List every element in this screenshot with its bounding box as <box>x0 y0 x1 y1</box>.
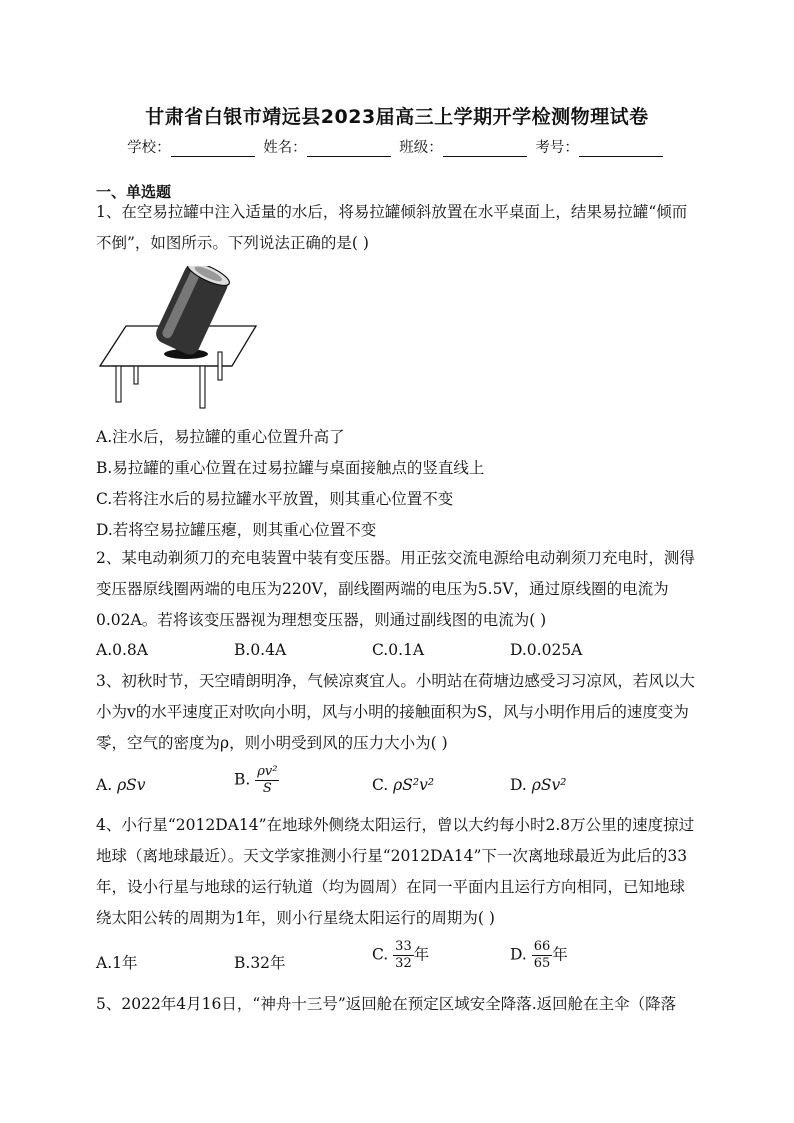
q3-option-d <box>510 776 566 794</box>
q3-option-c-expr: ρS²v² <box>393 776 435 794</box>
q4-option-d-unit: 年 <box>552 945 568 964</box>
q3-option-c-label: C. <box>372 776 389 794</box>
tilted-can-on-table-figure <box>96 266 260 412</box>
q2-option-a: A.0.8A <box>96 641 148 659</box>
q3-option-b-label: B. <box>234 770 251 789</box>
school-label: 学校： <box>127 140 171 156</box>
section-heading: 一、单选题 <box>96 183 172 201</box>
q4-option-d-label: D. <box>510 945 527 964</box>
exam-number-field[interactable] <box>579 140 663 157</box>
q4-option-b: B.32年 <box>234 954 286 972</box>
exam-number-label: 考号： <box>535 140 579 156</box>
q2-option-b: B.0.4A <box>234 641 287 659</box>
q4-option-d-numerator: 66 <box>533 939 551 954</box>
question-3-text: 3、初秋时节，天空晴朗明净，气候凉爽宜人。小明站在荷塘边感受习习凉风，若风以大小为v的水平速度正对吹向小明，风与小明的接触面积为S，风与小明作用后的速度变为零，空气的密度为ρ，则小明受到风的压力大小为( ) <box>96 672 695 752</box>
q3-option-a-expr: ρSv <box>117 776 146 794</box>
q3-option-b-numerator: ρv² <box>257 764 278 779</box>
q1-option-c: C.若将注水后的易拉罐水平放置，则其重心位置不变 <box>96 490 454 508</box>
question-5-text: 5、2022年4月16日，“神舟十三号”返回舱在预定区域安全降落.返回舱在主伞（降落 <box>96 995 677 1013</box>
student-info-row <box>0 136 794 157</box>
q4-option-a: A.1年 <box>96 954 138 972</box>
q4-option-c-unit: 年 <box>413 945 430 964</box>
exam-title: 甘肃省白银市靖远县2023届高三上学期开学检测物理试卷 <box>145 106 649 128</box>
question-1-text: 1、在空易拉罐中注入适量的水后，将易拉罐倾斜放置在水平桌面上，结果易拉罐“倾而不倒”，如图所示。下列说法正确的是( ) <box>96 203 688 252</box>
q3-option-a-label: A. <box>96 776 113 794</box>
q1-option-d: D.若将空易拉罐压瘪，则其重心位置不变 <box>96 521 377 539</box>
q2-option-c: C.0.1A <box>372 641 425 659</box>
q4-option-c-label: C. <box>372 945 389 964</box>
q3-option-d-expr: ρSv² <box>531 776 567 794</box>
q2-option-d: D.0.025A <box>510 641 583 659</box>
q4-option-d <box>510 939 568 972</box>
q3-option-d-label: D. <box>510 776 527 794</box>
question-2-text: 2、某电动剃须刀的充电装置中装有变压器。用正弦交流电源给电动剃须刀充电时，测得变压器原线圈两端的电压为220V，副线圈两端的电压为5.5V，通过原线圈的电流为0.02A。若将该变压器视为理想变压器，则通过副线图的电流为( ) <box>96 549 695 629</box>
q4-option-c <box>372 939 429 972</box>
class-label: 班级： <box>399 140 443 156</box>
q3-option-b <box>234 764 279 797</box>
name-label: 姓名： <box>263 140 307 156</box>
question-4-text: 4、小行星“2012DA14”在地球外侧绕太阳运行，曾以大约每小时2.8万公里的速度掠过地球（离地球最近）。天文学家推测小行星“2012DA14”下一次离地球最近为此后的33年，设小行星与地球的运行轨道（均为圆周）在同一平面内且运行方向相同，已知地球绕太阳公转的周期为1年，则小行星绕太阳运行的周期为( ) <box>96 816 695 927</box>
q1-option-b: B.易拉罐的重心位置在过易拉罐与桌面接触点的竖直线上 <box>96 459 485 477</box>
class-field[interactable] <box>443 140 527 157</box>
school-field[interactable] <box>171 140 255 157</box>
q3-option-a <box>96 776 146 794</box>
q1-option-a: A.注水后，易拉罐的重心位置升高了 <box>96 428 345 446</box>
q4-option-c-numerator: 33 <box>395 939 412 954</box>
name-field[interactable] <box>307 140 391 157</box>
q3-option-b-fraction <box>255 764 279 797</box>
q3-option-b-denominator: S <box>262 781 272 796</box>
q4-option-c-fraction <box>393 939 414 972</box>
q4-option-d-denominator: 65 <box>533 956 551 971</box>
q3-option-c <box>372 776 434 794</box>
q4-option-c-denominator: 32 <box>395 956 412 971</box>
q4-option-d-fraction <box>532 939 553 972</box>
